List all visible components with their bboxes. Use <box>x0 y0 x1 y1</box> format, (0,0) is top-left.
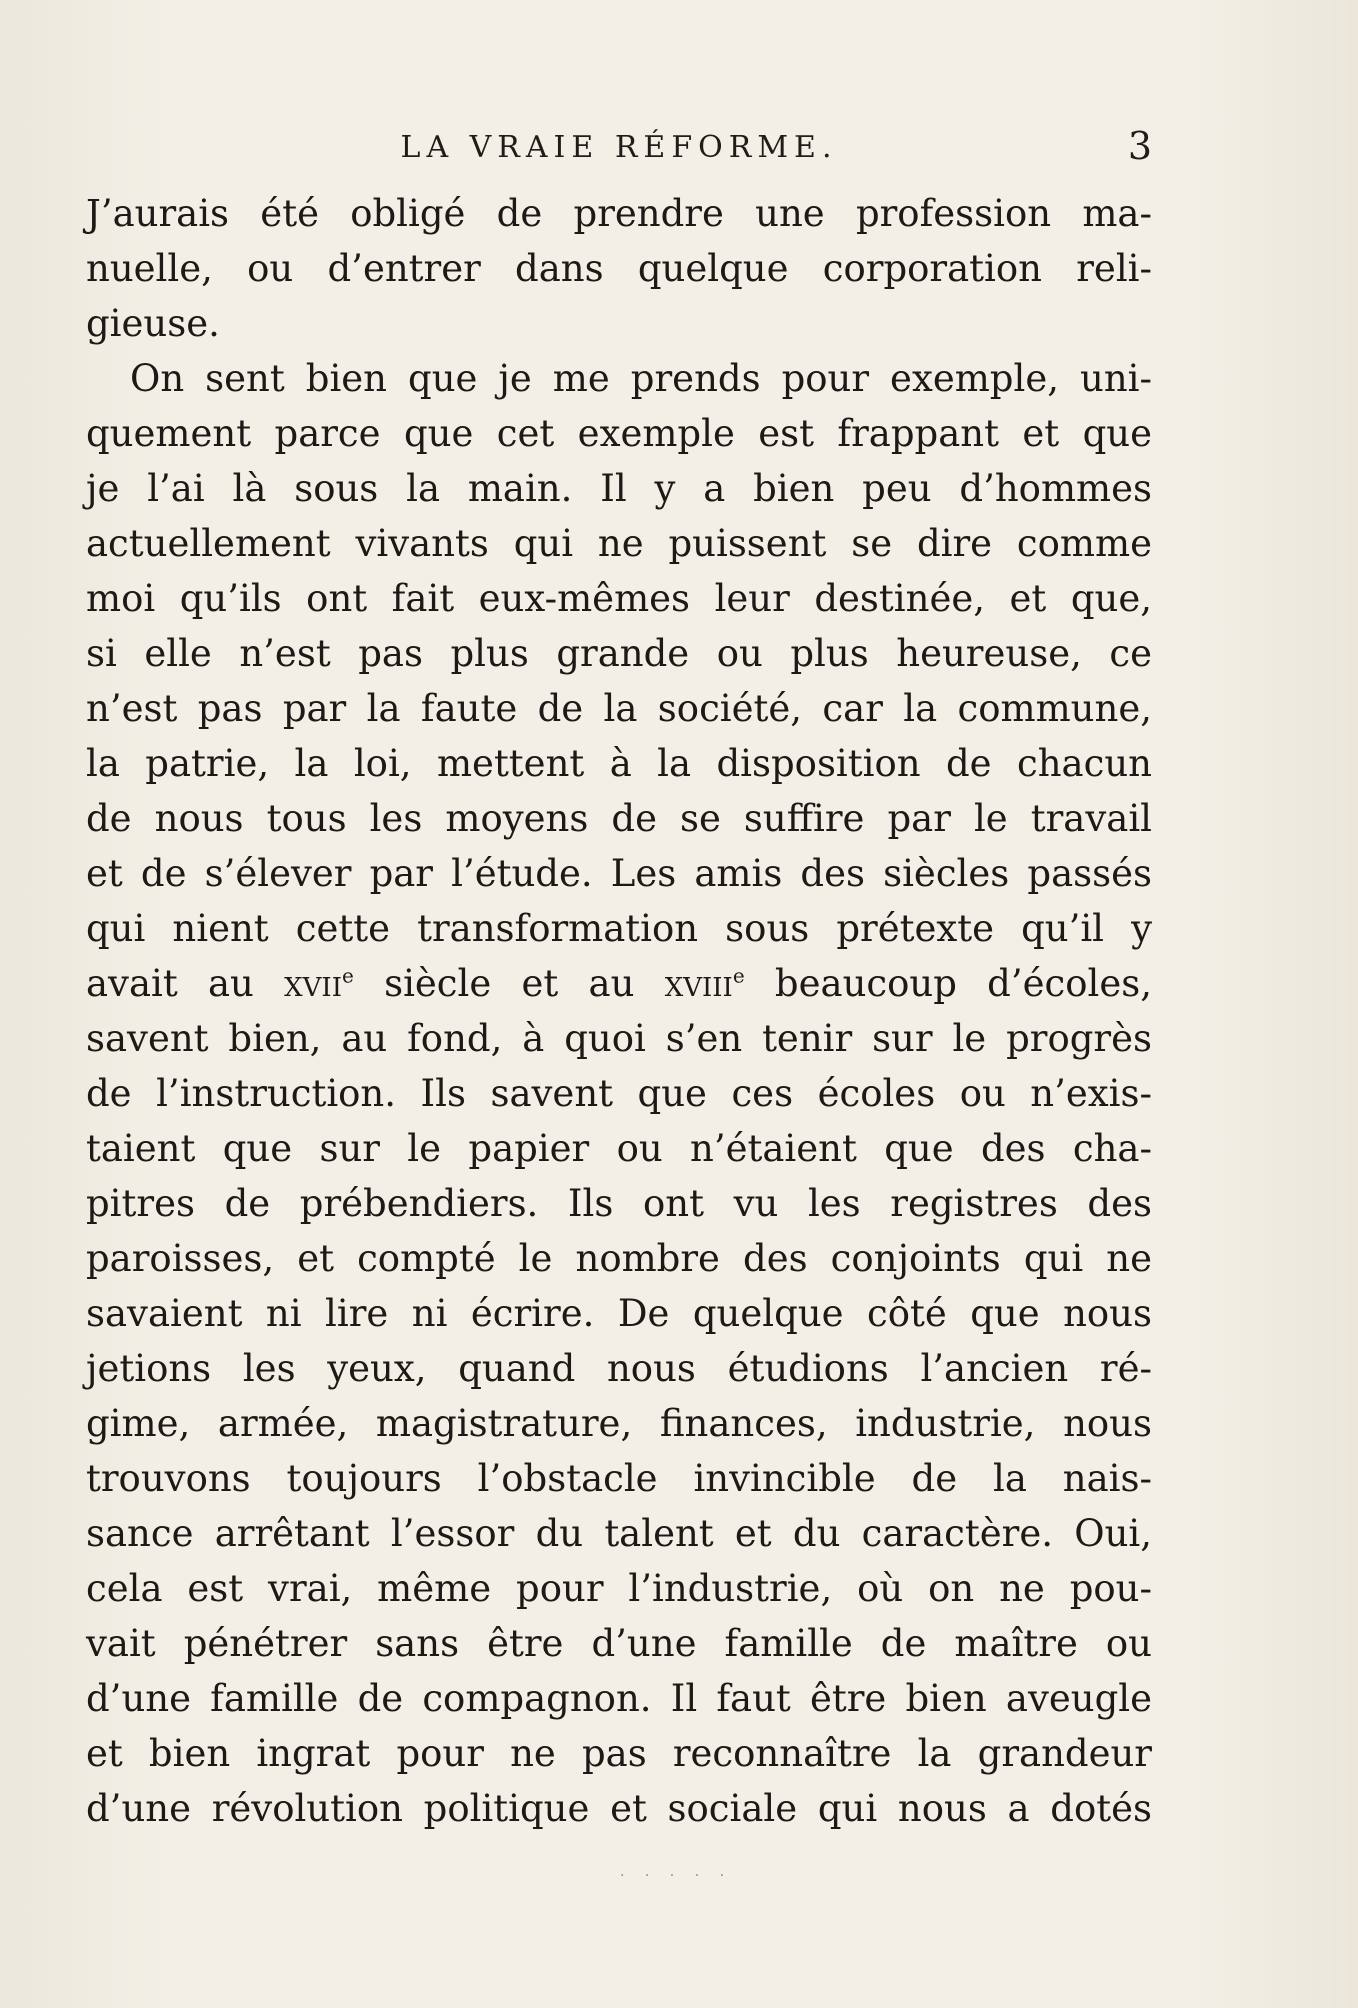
page-header <box>86 124 1152 174</box>
ordinal-suffix: e <box>732 963 745 988</box>
text-line: savaient ni lire ni écrire. De quelque côté que nous <box>86 1292 1152 1335</box>
text-line-centuries <box>86 956 1152 1011</box>
text-line: et bien ingrat pour ne pas reconnaître la grandeur <box>86 1732 1152 1775</box>
text-line: pitres de prébendiers. Ils ont vu les registres des <box>86 1182 1152 1225</box>
text-line: On sent bien que je me prends pour exemple, uni- <box>130 357 1152 400</box>
text-line: nuelle, ou d’entrer dans quelque corporation reli- <box>86 247 1152 290</box>
century-18: xviii <box>664 962 733 1005</box>
text-line: et de s’élever par l’étude. Les amis des siècles passés <box>86 852 1152 895</box>
ordinal-suffix: e <box>341 963 354 988</box>
text-line: d’une famille de compagnon. Il faut être bien aveugle <box>86 1677 1152 1720</box>
text-line: taient que sur le papier ou n’étaient que des cha- <box>86 1127 1152 1170</box>
text-line: d’une révolution politique et sociale qui nous a dotés <box>86 1787 1152 1830</box>
text-line: de nous tous les moyens de se suffire par le travail <box>86 797 1152 840</box>
text-line: de l’instruction. Ils savent que ces écoles ou n’exis- <box>86 1072 1152 1115</box>
text-fragment: avait au <box>86 962 285 1005</box>
text-line: n’est pas par la faute de la société, car la commune, <box>86 687 1152 730</box>
text-fragment: beaucoup d’écoles, <box>774 962 1152 1005</box>
text-line: savent bien, au fond, à quoi s’en tenir sur le progrès <box>86 1017 1152 1060</box>
running-title: LA VRAIE RÉFORME. <box>400 130 838 165</box>
text-line: qui nient cette transformation sous prétexte qu’il y <box>86 907 1152 950</box>
text-fragment: siècle et au <box>384 962 665 1005</box>
text-line: quement parce que cet exemple est frappant et que <box>86 412 1152 455</box>
text-line: gieuse. <box>86 302 220 345</box>
text-line: J’aurais été obligé de prendre une profession ma- <box>86 192 1152 235</box>
text-line: paroisses, et compté le nombre des conjoints qui ne <box>86 1237 1152 1280</box>
text-line: trouvons toujours l’obstacle invincible de la nais- <box>86 1457 1152 1500</box>
footer-dots: · · · · · <box>620 1868 733 1884</box>
text-line: sance arrêtant l’essor du talent et du caractère. Oui, <box>86 1512 1152 1555</box>
page-number: 3 <box>1127 124 1152 168</box>
text-line: jetions les yeux, quand nous étudions l’ancien ré- <box>86 1347 1152 1390</box>
text-line: la patrie, la loi, mettent à la disposition de chacun <box>86 742 1152 785</box>
text-line: actuellement vivants qui ne puissent se dire comme <box>86 522 1152 565</box>
text-line: si elle n’est pas plus grande ou plus heureuse, ce <box>86 632 1152 675</box>
text-line: je l’ai là sous la main. Il y a bien peu d’hommes <box>86 467 1152 510</box>
text-line: vait pénétrer sans être d’une famille de maître ou <box>86 1622 1152 1665</box>
body-text <box>86 186 1152 1836</box>
text-line: cela est vrai, même pour l’industrie, où on ne pou- <box>86 1567 1152 1610</box>
text-line: gime, armée, magistrature, finances, industrie, nous <box>86 1402 1152 1445</box>
century-17: xvii <box>284 962 342 1005</box>
text-line: moi qu’ils ont fait eux-mêmes leur destinée, et que, <box>86 577 1152 620</box>
